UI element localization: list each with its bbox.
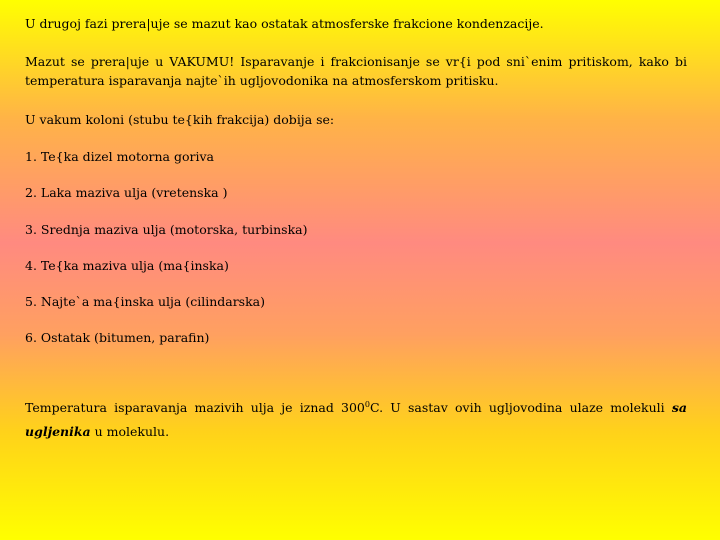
conclusion-emphasis-1: sa bbox=[671, 400, 687, 415]
vacuum-paragraph-line-2: temperatura isparavanja najte`ih ugljovodonika na atmosferskom pritisku. bbox=[25, 73, 499, 88]
list-item-6: 6. Ostatak (bitumen, parafin) bbox=[25, 330, 210, 345]
list-item-2: 2. Laka maziva ulja (vretenska ) bbox=[25, 185, 228, 200]
conclusion-text-1: Temperatura isparavanja mazivih ulja je iznad 300 bbox=[25, 400, 365, 415]
intro-paragraph: U drugoj fazi prera|uje se mazut kao ostatak atmosferske frakcione kondenzacije. bbox=[25, 16, 544, 31]
conclusion-line-1 bbox=[25, 398, 687, 417]
conclusion-line-2 bbox=[25, 422, 687, 441]
degree-sign: 0 bbox=[364, 399, 370, 409]
conclusion-text-3: u molekulu. bbox=[90, 424, 170, 439]
column-heading: U vakum koloni (stubu te{kih frakcija) dobija se: bbox=[25, 112, 335, 127]
list-item-5: 5. Najte`a ma{inska ulja (cilindarska) bbox=[25, 294, 266, 309]
list-item-3: 3. Srednja maziva ulja (motorska, turbinska) bbox=[25, 222, 308, 237]
conclusion-text-2: C. U sastav ovih ugljovodina ulaze molekuli bbox=[369, 400, 672, 415]
list-item-4: 4. Te{ka maziva ulja (ma{inska) bbox=[25, 258, 229, 273]
conclusion-emphasis-2: ugljenika bbox=[25, 424, 91, 439]
vacuum-paragraph-line-1: Mazut se prera|uje u VAKUMU! Isparavanje i frakcionisanje se vr{i pod sni`enim pritiskom, kako bi bbox=[25, 54, 687, 69]
list-item-1: 1. Te{ka dizel motorna goriva bbox=[25, 149, 214, 164]
